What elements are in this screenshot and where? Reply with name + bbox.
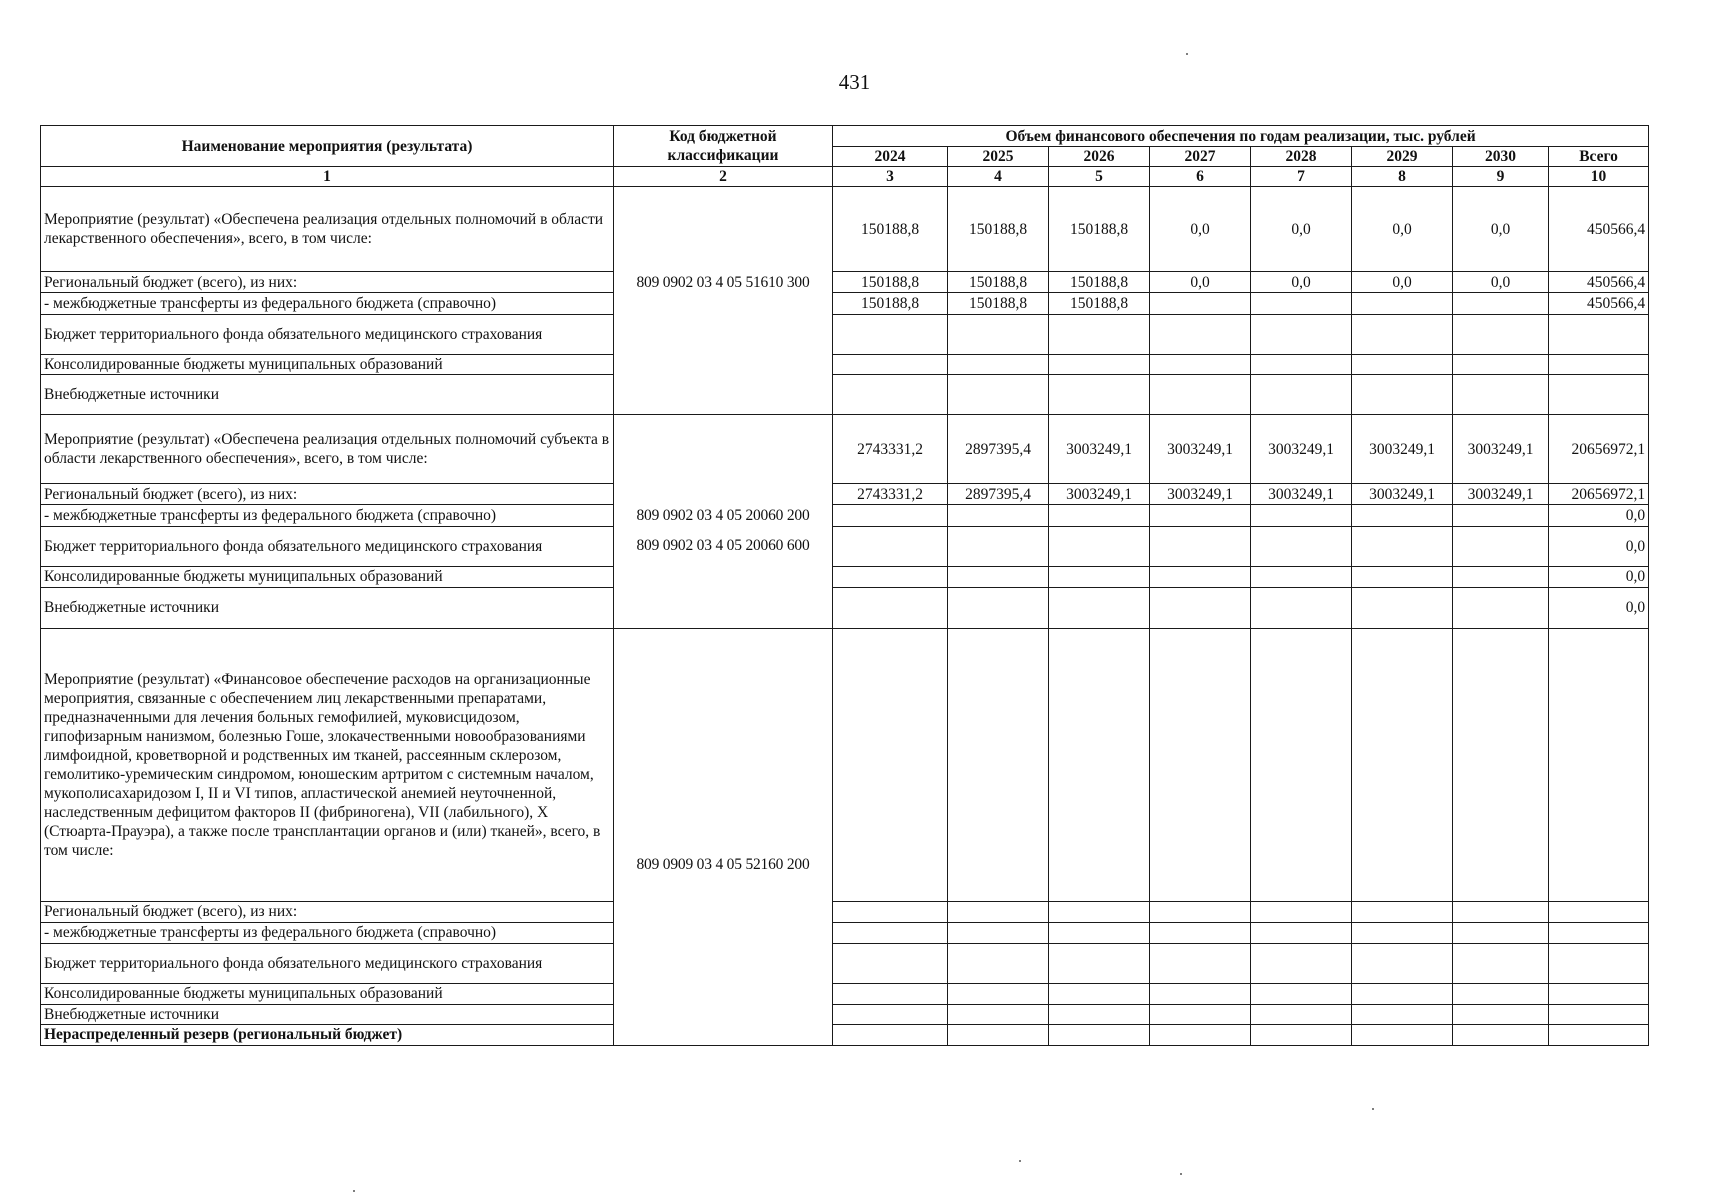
measure-title-row [41, 629, 1649, 902]
year-value [948, 505, 1049, 526]
column-number: 10 [1549, 167, 1649, 187]
year-value [833, 566, 948, 587]
year-value: 2897395,4 [948, 415, 1049, 484]
year-value [1251, 526, 1352, 566]
total-value [1549, 374, 1649, 414]
year-value [1251, 314, 1352, 354]
year-value [1251, 293, 1352, 314]
year-value [1049, 943, 1150, 983]
year-value [1049, 1004, 1150, 1024]
funding-source-row [41, 901, 1649, 922]
funding-source-label: Консолидированные бюджеты муниципальных образований [41, 983, 614, 1004]
year-value: 0,0 [1453, 272, 1549, 293]
year-value [1453, 587, 1549, 628]
year-value: 150188,8 [833, 272, 948, 293]
column-number: 8 [1352, 167, 1453, 187]
year-value [1150, 922, 1251, 943]
year-value: 0,0 [1251, 272, 1352, 293]
year-value [1251, 901, 1352, 922]
budget-code [614, 1004, 832, 1024]
year-value [1150, 526, 1251, 566]
year-value: 150188,8 [948, 293, 1049, 314]
funding-source-row [41, 1004, 1649, 1024]
year-value: 0,0 [1251, 187, 1352, 272]
year-value [1150, 374, 1251, 414]
year-value [1453, 901, 1549, 922]
year-value [833, 314, 948, 354]
scan-speck [1372, 1108, 1374, 1110]
column-number: 5 [1049, 167, 1150, 187]
funding-source-row [41, 922, 1649, 943]
funding-source-label: Региональный бюджет (всего), из них: [41, 484, 614, 505]
year-value [1049, 566, 1150, 587]
year-value [1352, 314, 1453, 354]
budget-code [614, 187, 832, 272]
funding-source-label: Бюджет территориального фонда обязательного медицинского страхования [41, 314, 614, 354]
header-year: 2027 [1150, 147, 1251, 167]
year-value [1049, 314, 1150, 354]
year-value: 2897395,4 [948, 484, 1049, 505]
year-value: 3003249,1 [1251, 415, 1352, 484]
scan-speck [353, 1190, 355, 1192]
budget-code [614, 587, 832, 628]
year-value [833, 587, 948, 628]
funding-source-label: Внебюджетные источники [41, 1004, 614, 1024]
year-value [1150, 314, 1251, 354]
year-value [1352, 526, 1453, 566]
budget-code-cell [614, 629, 833, 1046]
funding-source-label: - межбюджетные трансферты из федерального бюджета (справочно) [41, 293, 614, 314]
budget-code [614, 566, 832, 587]
year-value [1352, 566, 1453, 587]
header-year: 2029 [1352, 147, 1453, 167]
funding-source-label: Консолидированные бюджеты муниципальных образований [41, 566, 614, 587]
budget-code [614, 1024, 832, 1045]
year-value: 150188,8 [948, 272, 1049, 293]
funding-source-row [41, 354, 1649, 374]
column-number: 6 [1150, 167, 1251, 187]
total-value: 20656972,1 [1549, 484, 1649, 505]
budget-table [40, 125, 1649, 1046]
funding-source-label: Региональный бюджет (всего), из них: [41, 272, 614, 293]
year-value [948, 314, 1049, 354]
header-code: Код бюджетной классификации [614, 126, 833, 167]
year-value [948, 1024, 1049, 1045]
year-value [1352, 901, 1453, 922]
year-value: 150188,8 [833, 187, 948, 272]
column-number: 1 [41, 167, 614, 187]
total-value [1549, 1024, 1649, 1045]
total-value: 0,0 [1549, 587, 1649, 628]
year-value [1453, 983, 1549, 1004]
year-value [1453, 505, 1549, 526]
year-value [948, 566, 1049, 587]
year-value: 3003249,1 [1251, 484, 1352, 505]
budget-code: 809 0909 03 4 05 52160 200 [636, 856, 810, 873]
measure-title: Мероприятие (результат) «Обеспечена реализация отдельных полномочий субъекта в области лекарственного обеспечения», всего, в том числе: [41, 415, 614, 484]
year-value [1453, 374, 1549, 414]
total-value [1549, 983, 1649, 1004]
year-value [1049, 901, 1150, 922]
year-value: 150188,8 [833, 293, 948, 314]
year-value [948, 587, 1049, 628]
year-value [833, 1024, 948, 1045]
year-value [1251, 566, 1352, 587]
year-value [1150, 293, 1251, 314]
year-value [1453, 314, 1549, 354]
year-value [1251, 943, 1352, 983]
year-value [1352, 1024, 1453, 1045]
year-value [1352, 354, 1453, 374]
year-value [833, 629, 948, 902]
year-value [948, 901, 1049, 922]
year-value [1049, 354, 1150, 374]
year-value [1453, 293, 1549, 314]
measure-title: Мероприятие (результат) «Обеспечена реализация отдельных полномочий в области лекарственного обеспечения», всего, в том числе: [41, 187, 614, 272]
budget-code [614, 293, 832, 314]
year-value [1150, 1024, 1251, 1045]
scan-speck [1186, 53, 1188, 55]
funding-source-label: - межбюджетные трансферты из федерального бюджета (справочно) [41, 505, 614, 526]
total-value: 0,0 [1549, 566, 1649, 587]
scan-speck [1180, 1173, 1182, 1175]
year-value: 3003249,1 [1150, 484, 1251, 505]
year-value [1150, 1004, 1251, 1024]
budget-code: 809 0902 03 4 05 20060 200 [636, 507, 810, 524]
measure-title: Мероприятие (результат) «Финансовое обеспечение расходов на организационные мероприятия, связанные с обеспечением лиц лекарственными препаратами, предназначенными для лечения больных гемофилией, муковисцидозом, гипофизарным нанизмом, болезнью Гоше, злокачественными новообразованиями лимфоидной, кроветворной и родственных им тканей, рассеянным склерозом, гемолитико-уремическим синдромом, юношеским артритом с системным началом, мукополисахаридозом I, II и VI типов, апластической анемией неуточненной, наследственным дефицитом факторов II (фибриногена), VII (лабильного), X (Стюарта-Прауэра), а также после трансплантации органов и (или) тканей», всего, в том числе: [41, 629, 614, 902]
year-value [948, 374, 1049, 414]
page-number: 431 [838, 70, 871, 94]
year-value [1049, 505, 1150, 526]
year-value [1453, 1004, 1549, 1024]
funding-source-label: Бюджет территориального фонда обязательного медицинского страхования [41, 526, 614, 566]
year-value [948, 354, 1049, 374]
total-value [1549, 314, 1649, 354]
year-value: 150188,8 [1049, 272, 1150, 293]
column-number: 2 [614, 167, 833, 187]
year-value [833, 943, 948, 983]
year-value: 3003249,1 [1352, 484, 1453, 505]
year-value [948, 943, 1049, 983]
funding-source-label: Региональный бюджет (всего), из них: [41, 901, 614, 922]
year-value [1150, 505, 1251, 526]
header-year: 2028 [1251, 147, 1352, 167]
year-value: 150188,8 [1049, 293, 1150, 314]
year-value [1049, 374, 1150, 414]
year-value [833, 374, 948, 414]
funding-source-row [41, 1024, 1649, 1045]
column-number: 9 [1453, 167, 1549, 187]
year-value [1251, 629, 1352, 902]
funding-source-label: - межбюджетные трансферты из федерального бюджета (справочно) [41, 922, 614, 943]
total-value [1549, 901, 1649, 922]
scan-speck [1019, 1160, 1021, 1162]
header-name: Наименование мероприятия (результата) [41, 126, 614, 167]
year-value [1352, 587, 1453, 628]
total-value [1549, 922, 1649, 943]
budget-code [614, 374, 832, 414]
budget-code [614, 484, 832, 505]
year-value: 3003249,1 [1453, 484, 1549, 505]
year-value [1150, 943, 1251, 983]
year-value [1251, 374, 1352, 414]
year-value: 150188,8 [948, 187, 1049, 272]
year-value [1049, 526, 1150, 566]
funding-source-row [41, 983, 1649, 1004]
funding-source-row [41, 566, 1649, 587]
funding-source-row [41, 314, 1649, 354]
year-value [1453, 566, 1549, 587]
funding-source-label: Консолидированные бюджеты муниципальных образований [41, 354, 614, 374]
year-value [1150, 901, 1251, 922]
year-value [1352, 629, 1453, 902]
year-value [1049, 629, 1150, 902]
year-value [1453, 629, 1549, 902]
year-value [1352, 983, 1453, 1004]
total-value: 20656972,1 [1549, 415, 1649, 484]
budget-code-cell [614, 187, 833, 415]
year-value: 3003249,1 [1049, 415, 1150, 484]
funding-source-row [41, 272, 1649, 293]
total-value: 450566,4 [1549, 272, 1649, 293]
budget-code [614, 983, 832, 1004]
year-value [1352, 922, 1453, 943]
column-number: 4 [948, 167, 1049, 187]
header-total: Всего [1549, 147, 1649, 167]
year-value [1352, 1004, 1453, 1024]
total-value: 0,0 [1549, 505, 1649, 526]
year-value [1251, 1024, 1352, 1045]
year-value [1453, 943, 1549, 983]
year-value: 2743331,2 [833, 415, 948, 484]
year-value: 0,0 [1352, 272, 1453, 293]
budget-code: 809 0902 03 4 05 20060 600 [636, 537, 810, 554]
header-volume: Объем финансового обеспечения по годам реализации, тыс. рублей [833, 126, 1649, 147]
year-value [1251, 587, 1352, 628]
year-value [1251, 1004, 1352, 1024]
year-value [948, 1004, 1049, 1024]
year-value: 3003249,1 [1352, 415, 1453, 484]
year-value: 2743331,2 [833, 484, 948, 505]
budget-code [614, 901, 832, 922]
header-year: 2026 [1049, 147, 1150, 167]
year-value [1049, 983, 1150, 1004]
header-year: 2030 [1453, 147, 1549, 167]
header-year: 2025 [948, 147, 1049, 167]
budget-code [614, 314, 832, 354]
year-value [833, 922, 948, 943]
year-value [1049, 1024, 1150, 1045]
year-value [1352, 943, 1453, 983]
budget-code [614, 943, 832, 983]
header-year: 2024 [833, 147, 948, 167]
year-value [1453, 526, 1549, 566]
year-value [948, 983, 1049, 1004]
budget-code [614, 415, 832, 484]
funding-source-label: Внебюджетные источники [41, 587, 614, 628]
funding-source-row [41, 943, 1649, 983]
total-value: 450566,4 [1549, 187, 1649, 272]
measure-title-row [41, 415, 1649, 484]
year-value [833, 505, 948, 526]
year-value: 0,0 [1352, 187, 1453, 272]
total-value: 0,0 [1549, 526, 1649, 566]
year-value [1352, 374, 1453, 414]
year-value [1352, 505, 1453, 526]
budget-code [614, 922, 832, 943]
total-value [1549, 354, 1649, 374]
year-value [1352, 293, 1453, 314]
year-value [833, 354, 948, 374]
funding-source-row [41, 587, 1649, 628]
year-value [1453, 1024, 1549, 1045]
total-value [1549, 629, 1649, 902]
funding-source-row [41, 293, 1649, 314]
budget-code-cell [614, 415, 833, 629]
year-value [1251, 983, 1352, 1004]
year-value [948, 526, 1049, 566]
year-value [1453, 922, 1549, 943]
year-value: 0,0 [1453, 187, 1549, 272]
year-value [833, 526, 948, 566]
year-value [1049, 587, 1150, 628]
year-value: 3003249,1 [1049, 484, 1150, 505]
total-value: 450566,4 [1549, 293, 1649, 314]
budget-code: 809 0902 03 4 05 51610 300 [636, 274, 810, 291]
column-number: 7 [1251, 167, 1352, 187]
year-value [1150, 983, 1251, 1004]
measure-title-row [41, 187, 1649, 272]
year-value [1150, 566, 1251, 587]
year-value [833, 983, 948, 1004]
year-value: 3003249,1 [1453, 415, 1549, 484]
funding-source-row [41, 374, 1649, 414]
funding-source-label: Бюджет территориального фонда обязательного медицинского страхования [41, 943, 614, 983]
year-value: 0,0 [1150, 187, 1251, 272]
year-value [1150, 629, 1251, 902]
budget-code [614, 354, 832, 374]
year-value [1049, 922, 1150, 943]
year-value [1453, 354, 1549, 374]
year-value [833, 901, 948, 922]
column-numbers-row [41, 167, 1649, 187]
funding-source-row [41, 505, 1649, 526]
column-number: 3 [833, 167, 948, 187]
year-value [1150, 354, 1251, 374]
year-value [1251, 922, 1352, 943]
funding-source-row [41, 484, 1649, 505]
year-value [948, 922, 1049, 943]
year-value [1150, 587, 1251, 628]
year-value [948, 629, 1049, 902]
year-value: 150188,8 [1049, 187, 1150, 272]
total-value [1549, 1004, 1649, 1024]
year-value [833, 1004, 948, 1024]
funding-source-label: Внебюджетные источники [41, 374, 614, 414]
funding-source-row [41, 526, 1649, 566]
year-value: 0,0 [1150, 272, 1251, 293]
year-value: 3003249,1 [1150, 415, 1251, 484]
total-value [1549, 943, 1649, 983]
year-value [1251, 354, 1352, 374]
funding-source-label: Нераспределенный резерв (региональный бюджет) [41, 1024, 614, 1045]
year-value [1251, 505, 1352, 526]
